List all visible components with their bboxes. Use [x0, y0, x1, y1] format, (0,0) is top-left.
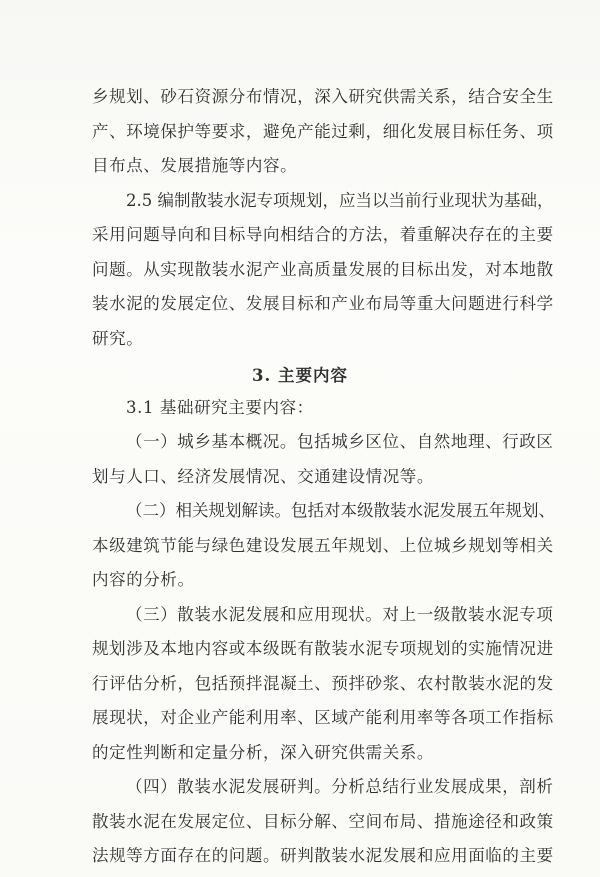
paragraph-line: （三）散装水泥发展和应用现状。对上一级散装水泥专项 [126, 605, 554, 624]
paragraph-line: 目布点、发展措施等内容。 [92, 156, 298, 175]
paragraph-line: 的定性判断和定量分析，深入研究供需关系。 [92, 743, 434, 762]
paragraph-line: 法规等方面存在的问题。研判散装水泥发展和应用面临的主要 [92, 846, 554, 865]
paragraph-line: 研究。 [92, 329, 144, 348]
paragraph-line: （四）散装水泥发展研判。分析总结行业发展成果，剖析 [126, 777, 554, 796]
paragraph-line: 规划涉及本地内容或本级既有散装水泥专项规划的实施情况进 [92, 639, 554, 658]
paragraph-line: 问题。从实现散装水泥产业高质量发展的目标出发，对本地散 [92, 260, 554, 279]
paragraph-line: 乡规划、砂石资源分布情况，深入研究供需关系，结合安全生 [92, 87, 554, 106]
subsection-heading: 3.1 基础研究主要内容： [126, 398, 314, 417]
paragraph-line: 行评估分析，包括预拌混凝土、预拌砂浆、农村散装水泥的发 [92, 674, 554, 693]
paragraph-line: 散装水泥在发展定位、目标分解、空间布局、措施途径和政策 [92, 812, 554, 831]
paragraph-line: 本级建筑节能与绿色建设发展五年规划、上位城乡规划等相关 [92, 536, 554, 555]
paragraph-line: （二）相关规划解读。包括对本级散装水泥发展五年规划、 [126, 501, 555, 520]
section-heading: 3. 主要内容 [252, 366, 348, 385]
paragraph-line: 2.5 编制散装水泥专项规划，应当以当前行业现状为基础， [126, 191, 554, 210]
paragraph-line: 采用问题导向和目标导向相结合的方法，着重解决存在的主要 [92, 225, 554, 244]
paragraph-line: 展现状，对企业产能利用率、区域产能利用率等各项工作指标 [92, 708, 554, 727]
paragraph-line: 内容的分析。 [92, 570, 195, 589]
paragraph-line: （一）城乡基本概况。包括城乡区位、自然地理、行政区 [126, 432, 554, 451]
paragraph-line: 划与人口、经济发展情况、交通建设情况等。 [92, 467, 434, 486]
paragraph-line: 装水泥的发展定位、发展目标和产业布局等重大问题进行科学 [92, 294, 554, 313]
paragraph-line: 产、环境保护等要求，避免产能过剩，细化发展目标任务、项 [92, 122, 554, 141]
